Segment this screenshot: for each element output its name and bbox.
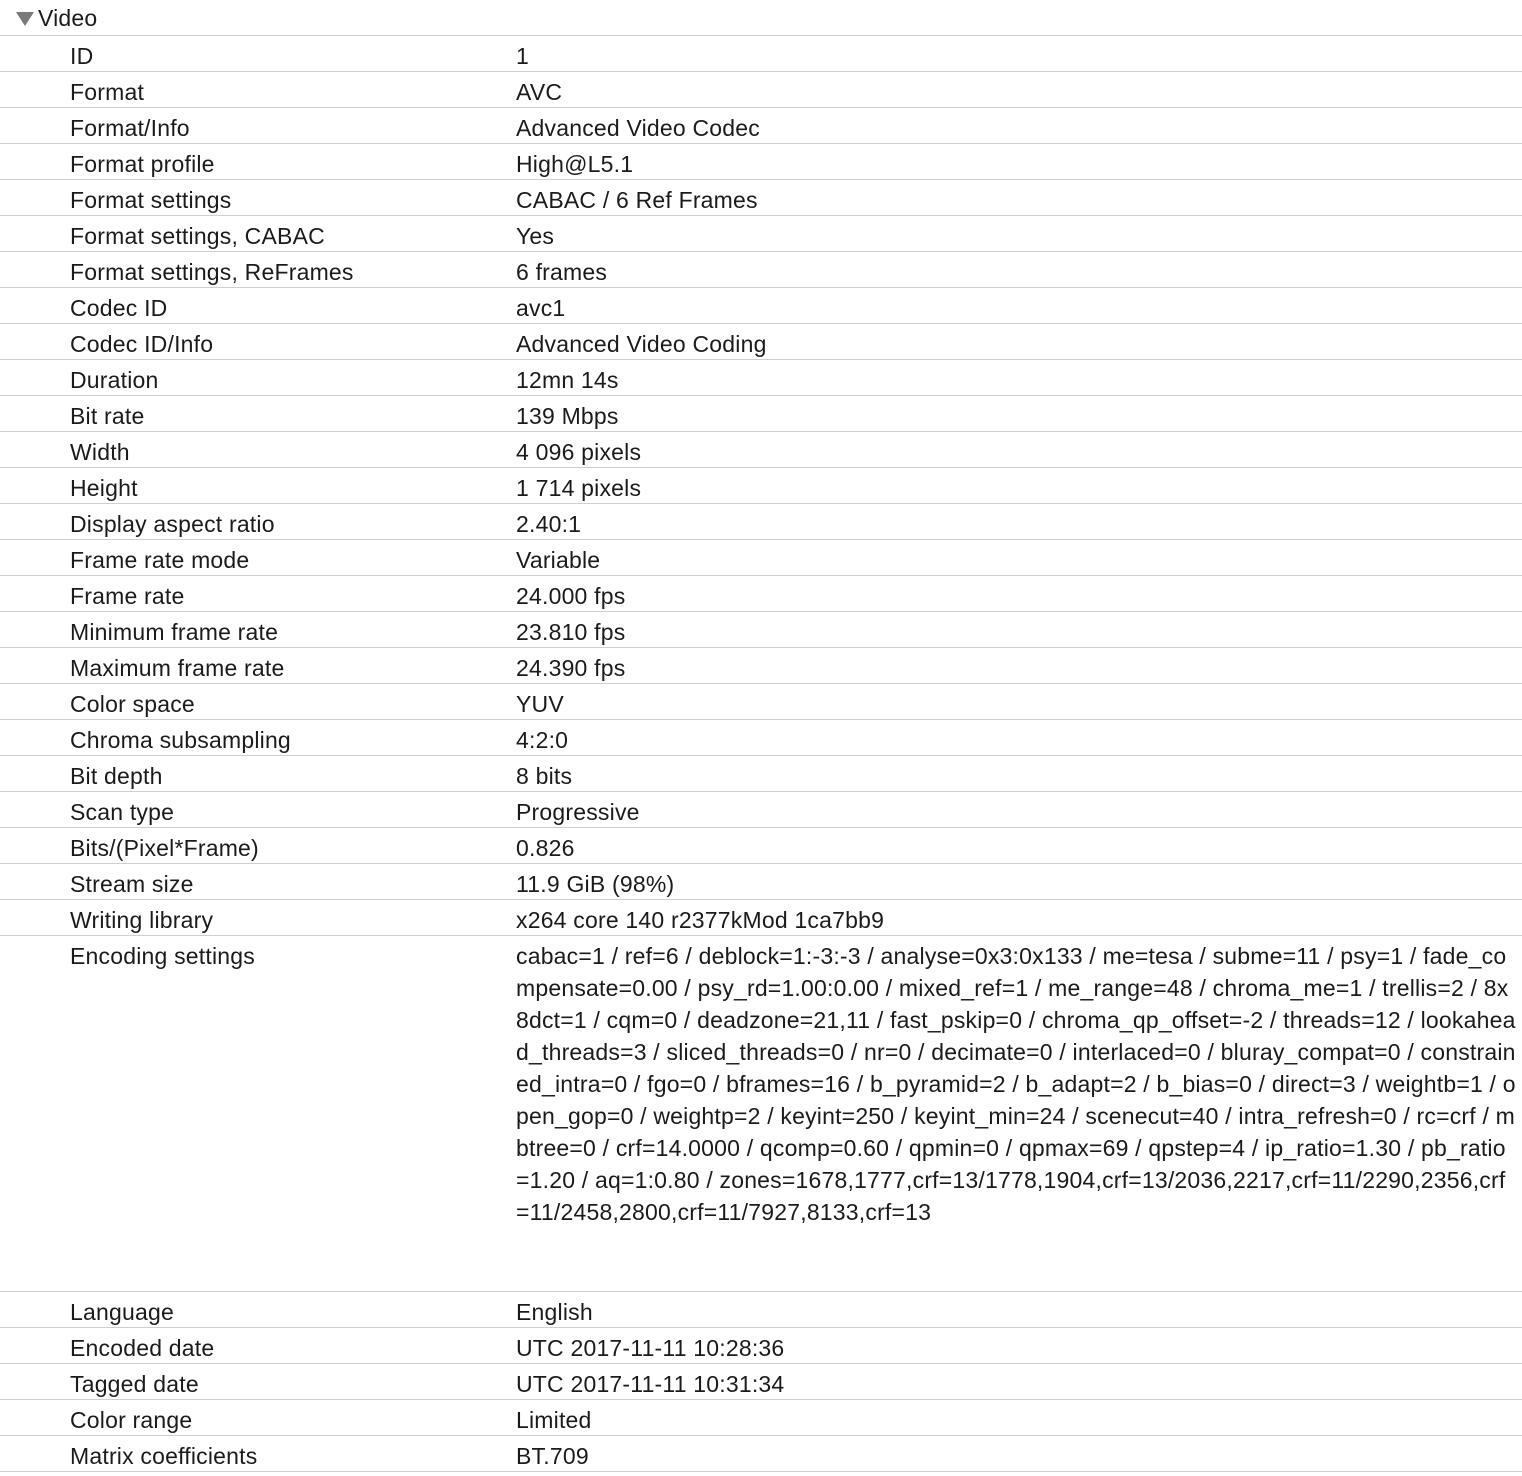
property-row [0,180,1522,216]
property-label: Bit rate [70,403,145,429]
property-row [0,1328,1522,1364]
property-value: UTC 2017-11-11 10:31:34 [516,1371,785,1397]
property-row [0,1364,1522,1400]
property-row-encoding-settings [0,936,1522,1292]
property-label: Format settings, CABAC [70,223,325,249]
property-row [0,1292,1522,1328]
property-row [0,108,1522,144]
disclosure-triangle-icon[interactable] [16,12,34,26]
property-row [0,396,1522,432]
property-value: Limited [516,1407,592,1433]
property-label: Height [70,475,138,501]
property-row [0,432,1522,468]
property-row [0,144,1522,180]
property-label: Codec ID/Info [70,331,214,357]
property-label: Duration [70,367,159,393]
property-label: Encoded date [70,1335,215,1361]
property-label: Format/Info [70,115,190,141]
property-row [0,288,1522,324]
property-value: 139 Mbps [516,403,619,429]
property-value: CABAC / 6 Ref Frames [516,187,758,213]
property-label: Tagged date [70,1371,199,1397]
property-row [0,1400,1522,1436]
video-section-header[interactable] [0,0,1522,36]
property-value: BT.709 [516,1443,589,1469]
property-value: UTC 2017-11-11 10:28:36 [516,1335,785,1361]
property-row [0,756,1522,792]
property-value: 8 bits [516,763,573,789]
property-value: Variable [516,547,601,573]
property-value: English [516,1299,593,1325]
property-label: Language [70,1299,174,1325]
property-label: Matrix coefficients [70,1443,258,1469]
property-label: Codec ID [70,295,168,321]
property-row [0,216,1522,252]
property-value: 24.390 fps [516,655,626,681]
property-value: 24.000 fps [516,583,626,609]
property-value: 1 [516,43,529,69]
property-value: 4:2:0 [516,727,569,753]
property-value: 6 frames [516,259,608,285]
property-row [0,252,1522,288]
property-row [0,648,1522,684]
property-label: Stream size [70,871,194,897]
property-row [0,360,1522,396]
property-label: Format settings [70,187,232,213]
property-value: 1 714 pixels [516,475,642,501]
property-label: Bits/(Pixel*Frame) [70,835,259,861]
property-value: 2.40:1 [516,511,582,537]
property-row [0,1436,1522,1472]
property-label: ID [70,43,94,69]
property-value: Progressive [516,799,640,825]
property-value: AVC [516,79,563,105]
property-label: Width [70,439,130,465]
property-row [0,900,1522,936]
property-row [0,36,1522,72]
property-value: cabac=1 / ref=6 / deblock=1:-3:-3 / analyse=0x3:0x133 / me=tesa / subme=11 / psy=1 / fade_compensate=0.00 / psy_rd=1.00:0.00 / mixed_ref=1 / me_range=48 / chroma_me=1 / trellis=2 / 8x8dct=1 / cqm=0 / deadzone=21,11 / fast_pskip=0 / chroma_qp_offset=-2 / threads=12 / lookahead_threads=3 / sliced_threads=0 / nr=0 / decimate=0 / interlaced=0 / bluray_compat=0 / constrained_intra=0 / fgo=0 / bframes=16 / b_pyramid=2 / b_adapt=2 / b_bias=0 / direct=3 / weightb=1 / open_gop=0 / weightp=2 / keyint=250 / keyint_min=24 / scenecut=40 / intra_refresh=0 / rc=crf / mbtree=0 / crf=14.0000 / qcomp=0.60 / qpmin=0 / qpmax=69 / qpstep=4 / ip_ratio=1.30 / pb_ratio=1.20 / aq=1:0.80 / zones=1678,1777,crf=13/1778,1904,crf=13/2036,2217,crf=11/2290,2356,crf=11/2458,2800,crf=11/7927,8133,crf=13 [516,943,1516,1225]
property-label: Frame rate mode [70,547,250,573]
property-value: x264 core 140 r2377kMod 1ca7bb9 [516,907,885,933]
property-row [0,828,1522,864]
property-row [0,576,1522,612]
property-label: Frame rate [70,583,185,609]
property-label: Bit depth [70,763,163,789]
property-label: Color space [70,691,195,717]
property-label: Format settings, ReFrames [70,259,354,285]
property-value: 12mn 14s [516,367,619,393]
property-row [0,540,1522,576]
property-row [0,504,1522,540]
property-row [0,468,1522,504]
property-value: 0.826 [516,835,575,861]
property-value: 4 096 pixels [516,439,642,465]
property-label: Encoding settings [70,943,255,969]
property-label: Display aspect ratio [70,511,275,537]
property-row [0,612,1522,648]
property-value: High@L5.1 [516,151,634,177]
property-value: Advanced Video Codec [516,115,760,141]
property-label: Maximum frame rate [70,655,285,681]
property-label: Format profile [70,151,215,177]
property-label: Writing library [70,907,214,933]
property-list [0,36,1522,1472]
property-label: Minimum frame rate [70,619,279,645]
property-value: 23.810 fps [516,619,626,645]
property-label: Color range [70,1407,193,1433]
property-row [0,324,1522,360]
property-row [0,864,1522,900]
property-value: avc1 [516,295,566,321]
property-value: 11.9 GiB (98%) [516,871,675,897]
property-row [0,72,1522,108]
property-row [0,684,1522,720]
property-value: Yes [516,223,555,249]
property-label: Format [70,79,145,105]
property-row [0,792,1522,828]
property-label: Scan type [70,799,175,825]
section-title: Video [38,5,98,31]
property-value: Advanced Video Coding [516,331,767,357]
property-value: YUV [516,691,564,717]
property-label: Chroma subsampling [70,727,291,753]
property-row [0,720,1522,756]
